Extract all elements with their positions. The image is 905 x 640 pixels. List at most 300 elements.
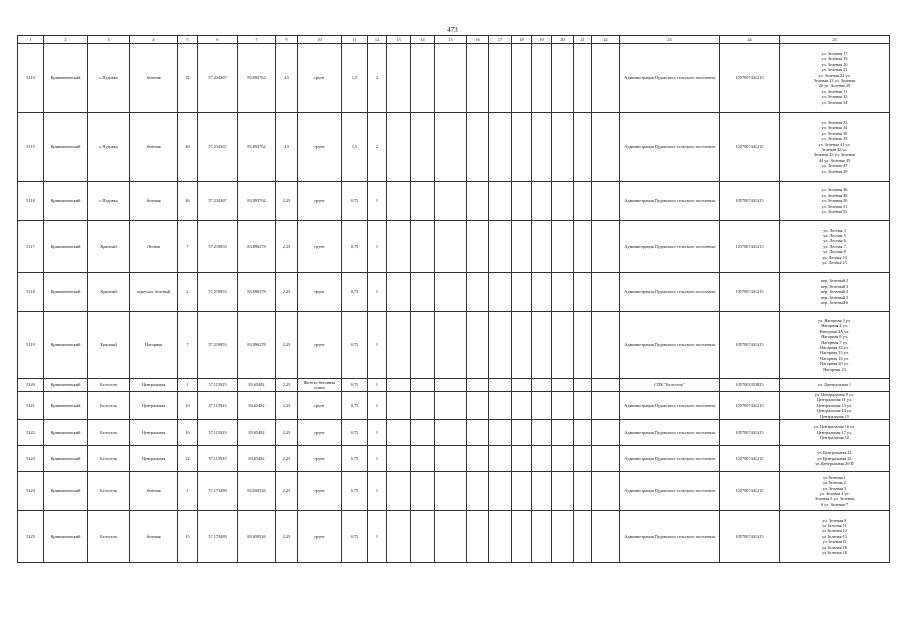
address-line: ул. Зеленая 46 xyxy=(821,187,848,193)
address-line: ул. Зеленая 33 xyxy=(821,119,848,125)
empty-cell xyxy=(512,312,532,379)
volume-cell: 0,75 xyxy=(342,312,368,379)
address-line: пер. Зеленый 3 xyxy=(820,283,849,289)
empty-cell xyxy=(489,44,512,113)
empty-cell xyxy=(411,182,435,221)
address-line: Нагорная 15 ул. xyxy=(820,350,849,356)
address-line: ул. Зеленая 8 xyxy=(822,517,847,523)
empty-cell xyxy=(532,420,552,446)
surface-cell: грунт xyxy=(298,511,342,563)
count-cell: 1 xyxy=(368,511,387,563)
column-header: 13 xyxy=(387,36,411,44)
empty-cell xyxy=(411,113,435,182)
district-cell: Кривошеинский xyxy=(44,511,88,563)
count-cell: 1 xyxy=(368,312,387,379)
house-cell: 15 xyxy=(178,511,198,563)
area-cell: 2,25 xyxy=(276,221,298,273)
empty-cell xyxy=(574,44,592,113)
empty-cell xyxy=(435,273,467,312)
served-addresses-cell xyxy=(780,182,890,221)
address-line: ул. Зеленая 41 ул. xyxy=(818,141,851,147)
address-line: ул Зеленая 13 xyxy=(822,533,847,539)
empty-cell xyxy=(512,472,532,511)
address-line: ул. Зеленая 20 xyxy=(821,61,848,67)
district-cell: Кривошеинский xyxy=(44,446,88,472)
empty-cell xyxy=(387,44,411,113)
table-body xyxy=(18,44,890,563)
district-cell: Кривошеинский xyxy=(44,182,88,221)
column-header: 11 xyxy=(342,36,368,44)
count-cell: 1 xyxy=(368,273,387,312)
address-line: ул Зеленая 16 xyxy=(822,544,847,550)
owner-cell: Администрация Пудовского сельского поселения xyxy=(620,392,720,420)
house-cell: 7 xyxy=(178,221,198,273)
district-cell: Кривошеинский xyxy=(44,392,88,420)
longitude-cell: 83,896278 xyxy=(238,312,276,379)
latitude-cell: 57,115923 xyxy=(198,446,238,472)
empty-cell xyxy=(552,446,574,472)
settlement-cell: Красный xyxy=(88,312,130,379)
table-row xyxy=(18,113,890,182)
address-line: Центральная 18 xyxy=(820,435,849,441)
address-line: ул. Зеленая 38 xyxy=(821,130,848,136)
column-header: 14 xyxy=(411,36,435,44)
empty-cell xyxy=(512,420,532,446)
latitude-cell: 57,115923 xyxy=(198,379,238,392)
count-cell: 1 xyxy=(368,446,387,472)
owner-cell: Администрация Пудовского сельского поселения xyxy=(620,446,720,472)
served-addresses-cell xyxy=(780,379,890,392)
registry-table xyxy=(17,35,890,563)
empty-cell xyxy=(552,273,574,312)
record-id: 5124 xyxy=(18,472,44,511)
district-cell: Кривошеинский xyxy=(44,472,88,511)
empty-cell xyxy=(387,472,411,511)
empty-cell xyxy=(574,446,592,472)
settlement-cell: Белосток xyxy=(88,446,130,472)
address-line: Нагорная 16 ул. xyxy=(820,355,849,361)
district-cell: Кривошеинский xyxy=(44,420,88,446)
empty-cell xyxy=(411,273,435,312)
empty-cell xyxy=(387,379,411,392)
address-line: Зеленая 43 ул. Зеленая xyxy=(813,152,856,158)
address-line: ул. Лесная 6 xyxy=(823,238,846,244)
column-header: 2 xyxy=(44,36,88,44)
record-id: 5121 xyxy=(18,392,44,420)
district-cell: Кривошеинский xyxy=(44,312,88,379)
latitude-cell: 57,173489 xyxy=(198,472,238,511)
empty-cell xyxy=(592,113,620,182)
surface-cell: Железо-бетонная плита xyxy=(298,379,342,392)
empty-cell xyxy=(411,472,435,511)
district-cell: Кривошеинский xyxy=(44,379,88,392)
column-header: 19 xyxy=(532,36,552,44)
owner-cell: Администрация Пудовского сельского поселения xyxy=(620,44,720,113)
address-line: пер. Зеленый 5 xyxy=(820,294,849,300)
column-header: 9 xyxy=(276,36,298,44)
record-id: 5119 xyxy=(18,312,44,379)
area-cell: 2,25 xyxy=(276,446,298,472)
empty-cell xyxy=(574,182,592,221)
ogrn-cell: 1057007441215 xyxy=(720,182,780,221)
settlement-cell: Красный xyxy=(88,221,130,273)
volume-cell: 0,75 xyxy=(342,446,368,472)
empty-cell xyxy=(411,392,435,420)
empty-cell xyxy=(574,472,592,511)
area-cell: 2,25 xyxy=(276,392,298,420)
empty-cell xyxy=(467,379,489,392)
empty-cell xyxy=(552,392,574,420)
empty-cell xyxy=(512,44,532,113)
latitude-cell: 57,219853 xyxy=(198,221,238,273)
empty-cell xyxy=(489,420,512,446)
column-header: 23 xyxy=(620,36,720,44)
volume-cell: 0,75 xyxy=(342,221,368,273)
empty-cell xyxy=(489,472,512,511)
district-cell: Кривошеинский xyxy=(44,113,88,182)
latitude-cell: 57,173489 xyxy=(198,511,238,563)
empty-cell xyxy=(467,44,489,113)
empty-cell xyxy=(552,511,574,563)
empty-cell xyxy=(467,392,489,420)
area-cell: 2,25 xyxy=(276,472,298,511)
record-id: 5123 xyxy=(18,446,44,472)
address-line: Нагорная 6 ул. xyxy=(821,334,848,340)
empty-cell xyxy=(489,221,512,273)
latitude-cell: 57,234367 xyxy=(198,44,238,113)
area-cell: 2,25 xyxy=(276,511,298,563)
settlement-cell: Белосток xyxy=(88,420,130,446)
address-line: Центральная 17 ул. xyxy=(816,429,853,435)
address-line: пер. Зеленый 4 xyxy=(820,289,849,295)
latitude-cell: 57,115923 xyxy=(198,392,238,420)
column-header: 4 xyxy=(130,36,178,44)
address-line: ул. Зеленая 4 ул. xyxy=(819,491,850,497)
column-header: 20 xyxy=(552,36,574,44)
owner-cell: Администрация Пудовского сельского поселения xyxy=(620,420,720,446)
address-line: ул. Зеленая 32 xyxy=(821,94,848,100)
area-cell: 4,5 xyxy=(276,44,298,113)
empty-cell xyxy=(592,472,620,511)
owner-cell: Администрация Пудовского сельского поселения xyxy=(620,472,720,511)
empty-cell xyxy=(467,312,489,379)
served-addresses-cell xyxy=(780,472,890,511)
longitude-cell: 83,65482 xyxy=(238,420,276,446)
house-cell: 16 xyxy=(178,420,198,446)
served-addresses-cell xyxy=(780,113,890,182)
column-header: 10 xyxy=(298,36,342,44)
owner-cell: Администрация Пудовского сельского поселения xyxy=(620,221,720,273)
column-header: 12 xyxy=(368,36,387,44)
settlement-cell: Белосток xyxy=(88,392,130,420)
owner-cell: СПК "Белосток" xyxy=(620,379,720,392)
volume-cell: 0,75 xyxy=(342,273,368,312)
empty-cell xyxy=(387,312,411,379)
ogrn-cell: 1057007441215 xyxy=(720,392,780,420)
empty-cell xyxy=(387,273,411,312)
surface-cell: грунт xyxy=(298,44,342,113)
served-addresses-cell xyxy=(780,221,890,273)
empty-cell xyxy=(512,379,532,392)
street-cell: Зеленая xyxy=(130,113,178,182)
empty-cell xyxy=(552,420,574,446)
longitude-cell: 83,65482 xyxy=(238,379,276,392)
address-line: 6 ул. Зеленая 7 xyxy=(821,501,848,507)
volume-cell: 0,75 xyxy=(342,182,368,221)
empty-cell xyxy=(489,392,512,420)
empty-cell xyxy=(387,392,411,420)
count-cell: 1 xyxy=(368,472,387,511)
empty-cell xyxy=(489,446,512,472)
empty-cell xyxy=(512,511,532,563)
address-line: Нагорная 4А ул. xyxy=(819,328,850,334)
volume-cell: 0,75 xyxy=(342,420,368,446)
address-line: пер. Зеленый 6 xyxy=(820,300,849,306)
count-cell: 1 xyxy=(368,221,387,273)
empty-cell xyxy=(552,44,574,113)
empty-cell xyxy=(592,511,620,563)
address-line: ул. Зеленая 51 xyxy=(821,203,848,209)
ogrn-cell: 1057007441215 xyxy=(720,511,780,563)
surface-cell: грунт xyxy=(298,446,342,472)
column-header: 18 xyxy=(512,36,532,44)
empty-cell xyxy=(387,511,411,563)
empty-cell xyxy=(489,312,512,379)
ogrn-cell: 1057003353825 xyxy=(720,379,780,392)
empty-cell xyxy=(552,312,574,379)
count-cell: 1 xyxy=(368,182,387,221)
empty-cell xyxy=(532,312,552,379)
longitude-cell: 83,65482 xyxy=(238,446,276,472)
street-cell: Зеленая xyxy=(130,182,178,221)
owner-cell: Администрация Пудовского сельского поселения xyxy=(620,511,720,563)
latitude-cell: 57,115923 xyxy=(198,420,238,446)
record-id: 5114 xyxy=(18,44,44,113)
owner-cell: Администрация Пудовского сельского поселения xyxy=(620,113,720,182)
address-line: ул. Зеленая 47 xyxy=(821,163,848,169)
empty-cell xyxy=(592,312,620,379)
ogrn-cell: 1057007441215 xyxy=(720,44,780,113)
address-line: ул. Зеленая 3 xyxy=(822,485,847,491)
latitude-cell: 57,219853 xyxy=(198,273,238,312)
volume-cell: 1,5 xyxy=(342,44,368,113)
settlement-cell: с.Пудовка xyxy=(88,113,130,182)
address-line: ул. Лесная 13 xyxy=(822,260,847,266)
empty-cell xyxy=(532,44,552,113)
empty-cell xyxy=(574,113,592,182)
column-header: 7 xyxy=(238,36,276,44)
empty-cell xyxy=(532,221,552,273)
table-row xyxy=(18,379,890,392)
ogrn-cell: 1057007441215 xyxy=(720,113,780,182)
record-id: 5116 xyxy=(18,182,44,221)
empty-cell xyxy=(435,312,467,379)
column-header: 22 xyxy=(592,36,620,44)
address-line: ул. Зеленая 21 xyxy=(821,67,848,73)
empty-cell xyxy=(512,273,532,312)
empty-cell xyxy=(387,182,411,221)
address-line: ул.Центральная 22 xyxy=(817,450,852,456)
column-header: 16 xyxy=(467,36,489,44)
ogrn-cell: 1057007441215 xyxy=(720,221,780,273)
empty-cell xyxy=(532,113,552,182)
address-line: пер. Зеленый 2 xyxy=(820,278,849,284)
empty-cell xyxy=(512,446,532,472)
empty-cell xyxy=(467,472,489,511)
empty-cell xyxy=(387,221,411,273)
longitude-cell: 83,893762 xyxy=(238,113,276,182)
empty-cell xyxy=(411,44,435,113)
house-cell: 7 xyxy=(178,312,198,379)
house-cell: 22 xyxy=(178,446,198,472)
served-addresses-cell xyxy=(780,446,890,472)
area-cell: 2,25 xyxy=(276,182,298,221)
empty-cell xyxy=(411,379,435,392)
house-cell: 10 xyxy=(178,392,198,420)
house-cell: 1 xyxy=(178,379,198,392)
empty-cell xyxy=(592,379,620,392)
column-header: 15 xyxy=(435,36,467,44)
surface-cell: грунт xyxy=(298,472,342,511)
area-cell: 2,25 xyxy=(276,420,298,446)
street-cell: Нагорная xyxy=(130,312,178,379)
table-row xyxy=(18,221,890,273)
table-row xyxy=(18,511,890,563)
address-line: ул. Зеленая 50 xyxy=(821,198,848,204)
address-line: Нагорная 12 ул. xyxy=(820,345,849,350)
empty-cell xyxy=(467,221,489,273)
count-cell: 1 xyxy=(368,420,387,446)
house-cell: 2 xyxy=(178,273,198,312)
empty-cell xyxy=(489,379,512,392)
owner-cell: Администрация Пудовского сельского поселения xyxy=(620,273,720,312)
street-cell: Центральная xyxy=(130,446,178,472)
owner-cell: Администрация Пудовского сельского поселения xyxy=(620,312,720,379)
empty-cell xyxy=(532,379,552,392)
address-line: Зеленая 23 ул. Зеленая xyxy=(813,78,856,83)
settlement-cell: Красный xyxy=(88,273,130,312)
address-line: ул. Зеленая 31 xyxy=(821,88,848,94)
ogrn-cell: 1057007441215 xyxy=(720,446,780,472)
street-cell: Центральная xyxy=(130,392,178,420)
surface-cell: грунт xyxy=(298,182,342,221)
latitude-cell: 57,219853 xyxy=(198,312,238,379)
address-line: Нагорная 23 xyxy=(823,366,846,372)
volume-cell: 0,75 xyxy=(342,511,368,563)
address-line: ул. Зеленая 34 xyxy=(821,99,848,105)
address-line: ул. Зеленая 17 xyxy=(821,50,848,56)
empty-cell xyxy=(435,511,467,563)
address-line: ул. Зеленая 49 xyxy=(821,168,848,174)
empty-cell xyxy=(467,446,489,472)
address-line: ул.Зеленая 2 xyxy=(823,480,846,486)
street-cell: Зеленая xyxy=(130,511,178,563)
address-line: ул.Зеленая 1 xyxy=(823,474,846,480)
empty-cell xyxy=(411,221,435,273)
column-header: 17 xyxy=(489,36,512,44)
empty-cell xyxy=(532,446,552,472)
street-cell: Центральная xyxy=(130,379,178,392)
address-line: ул. Зеленая 19 xyxy=(821,56,848,62)
area-cell: 4,5 xyxy=(276,113,298,182)
address-line: ул Зеленая15 xyxy=(822,539,847,545)
ogrn-cell: 1057007441215 xyxy=(720,420,780,446)
address-line: 44 ул. Зеленая 45 xyxy=(818,157,851,163)
served-addresses-cell xyxy=(780,511,890,563)
empty-cell xyxy=(532,273,552,312)
settlement-cell: с.Пудовка xyxy=(88,44,130,113)
empty-cell xyxy=(489,113,512,182)
settlement-cell: Белосток xyxy=(88,511,130,563)
empty-cell xyxy=(574,511,592,563)
empty-cell xyxy=(532,472,552,511)
column-header: 6 xyxy=(198,36,238,44)
empty-cell xyxy=(435,44,467,113)
empty-cell xyxy=(532,392,552,420)
address-line: ул. Нагорная 3 ул. xyxy=(818,317,851,323)
address-line: Центральная 15 xyxy=(820,413,849,419)
latitude-cell: 57,234367 xyxy=(198,113,238,182)
empty-cell xyxy=(435,472,467,511)
address-line: ул. Центральная 1 xyxy=(817,382,852,388)
column-header: 24 xyxy=(720,36,780,44)
empty-cell xyxy=(435,379,467,392)
address-line: Центральная 11 ул. xyxy=(816,397,853,403)
empty-cell xyxy=(467,273,489,312)
ogrn-cell: 1057007441215 xyxy=(720,472,780,511)
house-cell: 46 xyxy=(178,182,198,221)
empty-cell xyxy=(435,446,467,472)
address-line: Центральная 14 ул. xyxy=(816,408,853,414)
served-addresses-cell xyxy=(780,273,890,312)
address-line: ул Зеленая 18 xyxy=(822,550,847,556)
street-cell: Зеленая xyxy=(130,44,178,113)
address-line: ул. Лесная 7 xyxy=(823,243,846,249)
header-row xyxy=(18,36,890,44)
empty-cell xyxy=(435,420,467,446)
address-line: ул. Лесная 8 xyxy=(823,249,846,255)
address-line: ул. Зеленая 22 ул. xyxy=(818,72,851,78)
table-row xyxy=(18,273,890,312)
address-line: ул Зеленая 11 xyxy=(822,523,847,529)
empty-cell xyxy=(552,113,574,182)
area-cell: 2,25 xyxy=(276,312,298,379)
served-addresses-cell xyxy=(780,312,890,379)
settlement-cell: с.Пудовка xyxy=(88,182,130,221)
record-id: 5122 xyxy=(18,420,44,446)
house-cell: 1 xyxy=(178,472,198,511)
column-header: 3 xyxy=(88,36,130,44)
address-line: ул. Зеленая 39 xyxy=(821,136,848,142)
empty-cell xyxy=(411,511,435,563)
empty-cell xyxy=(467,113,489,182)
empty-cell xyxy=(592,420,620,446)
area-cell: 2,25 xyxy=(276,379,298,392)
empty-cell xyxy=(574,392,592,420)
address-line: ул. Центральная 16 ул. xyxy=(813,424,856,430)
address-line: ул. Лесная 5 xyxy=(823,232,846,238)
longitude-cell: 83,65482 xyxy=(238,392,276,420)
table-row xyxy=(18,392,890,420)
longitude-cell: 83,896278 xyxy=(238,221,276,273)
served-addresses-cell xyxy=(780,420,890,446)
empty-cell xyxy=(411,312,435,379)
owner-cell: Администрация Пудовского сельского поселения xyxy=(620,182,720,221)
ogrn-cell: 1057007441215 xyxy=(720,312,780,379)
surface-cell: грунт xyxy=(298,113,342,182)
count-cell: 1 xyxy=(368,379,387,392)
empty-cell xyxy=(532,511,552,563)
